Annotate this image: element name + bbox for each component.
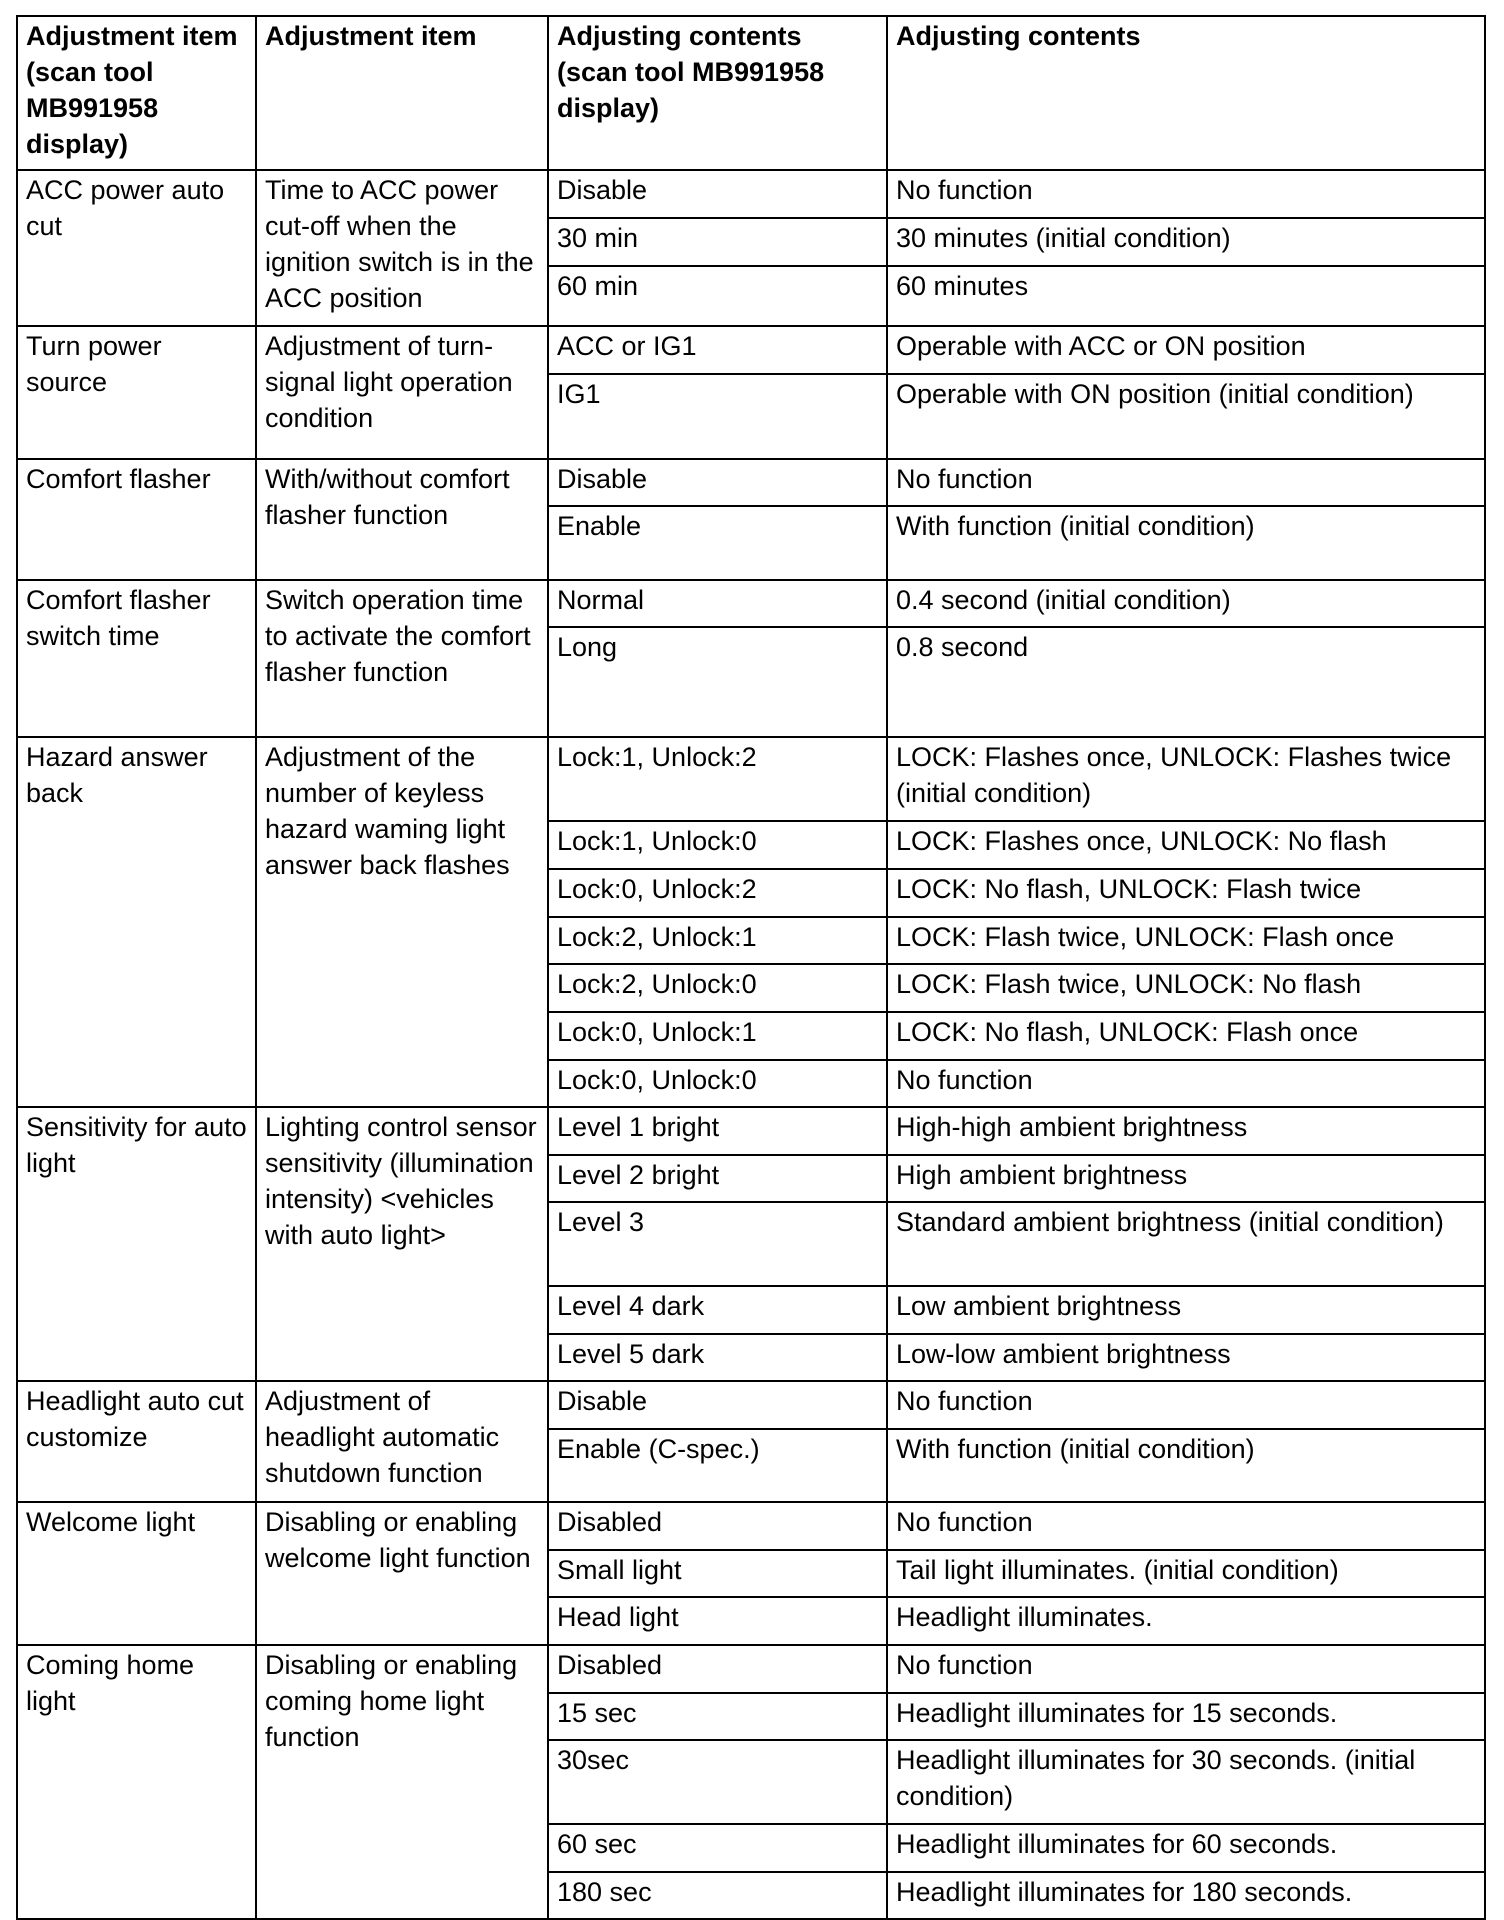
option-meaning: High ambient brightness	[887, 1155, 1485, 1202]
option-value: Level 3	[548, 1202, 887, 1286]
adjustment-item: Time to ACC power cut-off when the ignition switch is in the ACC position	[256, 170, 548, 326]
option-meaning: Tail light illuminates. (initial condition)	[887, 1550, 1485, 1597]
table-row	[17, 1502, 1485, 1550]
option-meaning: No function	[887, 459, 1485, 506]
adjustment-item-scan: Turn power source	[17, 326, 256, 459]
adjustment-item: With/without comfort flasher function	[256, 459, 548, 580]
adjustment-item-scan: Welcome light	[17, 1502, 256, 1645]
option-value: Disabled	[548, 1645, 887, 1693]
adjustment-item: Disabling or enabling welcome light function	[256, 1502, 548, 1645]
option-value: 60 sec	[548, 1824, 887, 1872]
table-row	[17, 170, 1485, 218]
option-value: IG1	[548, 374, 887, 459]
option-value: Level 5 dark	[548, 1334, 887, 1381]
option-meaning: 0.8 second	[887, 627, 1485, 737]
option-value: Enable (C-spec.)	[548, 1429, 887, 1502]
option-value: Disable	[548, 170, 887, 218]
option-value: Long	[548, 627, 887, 737]
option-meaning: No function	[887, 1381, 1485, 1429]
adjustment-item: Adjustment of turn-signal light operation condition	[256, 326, 548, 459]
option-meaning: Low-low ambient brightness	[887, 1334, 1485, 1381]
option-meaning: Low ambient brightness	[887, 1286, 1485, 1334]
adjustment-item-scan: Headlight auto cut customize	[17, 1381, 256, 1502]
option-value: Lock:0, Unlock:1	[548, 1012, 887, 1060]
header-contents-scan: Adjusting contents (scan tool MB991958 display)	[548, 16, 887, 170]
option-value: Lock:0, Unlock:0	[548, 1060, 887, 1107]
option-value: Disable	[548, 1381, 887, 1429]
adjustment-item: Switch operation time to activate the comfort flasher function	[256, 580, 548, 737]
adjustment-item: Adjustment of the number of keyless hazard waming light answer back flashes	[256, 737, 548, 1107]
option-meaning: 30 minutes (initial condition)	[887, 218, 1485, 266]
adjustment-item-scan: Comfort flasher switch time	[17, 580, 256, 737]
adjustment-item: Lighting control sensor sensitivity (illumination intensity) <vehicles with auto light>	[256, 1107, 548, 1381]
option-meaning: Standard ambient brightness (initial condition)	[887, 1202, 1485, 1286]
option-value: Disable	[548, 459, 887, 506]
option-value: 30sec	[548, 1740, 887, 1824]
option-meaning: Operable with ACC or ON position	[887, 326, 1485, 374]
option-meaning: LOCK: Flashes once, UNLOCK: Flashes twice (initial condition)	[887, 737, 1485, 821]
option-meaning: LOCK: Flash twice, UNLOCK: No flash	[887, 964, 1485, 1012]
adjustment-item: Disabling or enabling coming home light function	[256, 1645, 548, 1919]
option-meaning: No function	[887, 1502, 1485, 1550]
option-meaning: With function (initial condition)	[887, 506, 1485, 580]
adjustment-item-scan: Coming home light	[17, 1645, 256, 1919]
option-meaning: No function	[887, 170, 1485, 218]
option-value: Lock:1, Unlock:2	[548, 737, 887, 821]
option-value: Level 4 dark	[548, 1286, 887, 1334]
option-meaning: Headlight illuminates.	[887, 1597, 1485, 1645]
option-value: 15 sec	[548, 1693, 887, 1740]
option-value: Disabled	[548, 1502, 887, 1550]
option-value: 60 min	[548, 266, 887, 326]
option-meaning: LOCK: Flash twice, UNLOCK: Flash once	[887, 917, 1485, 964]
adjustment-item-scan: ACC power auto cut	[17, 170, 256, 326]
adjustment-table	[16, 15, 1486, 1920]
option-meaning: Headlight illuminates for 180 seconds.	[887, 1872, 1485, 1919]
option-value: Normal	[548, 580, 887, 627]
option-value: Enable	[548, 506, 887, 580]
option-meaning: Headlight illuminates for 30 seconds. (initial condition)	[887, 1740, 1485, 1824]
table-row	[17, 1381, 1485, 1429]
option-meaning: No function	[887, 1060, 1485, 1107]
option-value: Level 2 bright	[548, 1155, 887, 1202]
header-item: Adjustment item	[256, 16, 548, 170]
table-row	[17, 1645, 1485, 1693]
option-meaning: 60 minutes	[887, 266, 1485, 326]
option-value: Lock:2, Unlock:0	[548, 964, 887, 1012]
option-value: ACC or IG1	[548, 326, 887, 374]
option-value: Head light	[548, 1597, 887, 1645]
option-meaning: LOCK: Flashes once, UNLOCK: No flash	[887, 821, 1485, 869]
option-meaning: Operable with ON position (initial condition)	[887, 374, 1485, 459]
option-meaning: LOCK: No flash, UNLOCK: Flash once	[887, 1012, 1485, 1060]
option-meaning: High-high ambient brightness	[887, 1107, 1485, 1155]
adjustment-item-scan: Comfort flasher	[17, 459, 256, 580]
adjustment-item-scan: Sensitivity for auto light	[17, 1107, 256, 1381]
table-row	[17, 459, 1485, 506]
option-meaning: 0.4 second (initial condition)	[887, 580, 1485, 627]
table-row	[17, 326, 1485, 374]
table-row	[17, 737, 1485, 821]
option-meaning: No function	[887, 1645, 1485, 1693]
option-meaning: With function (initial condition)	[887, 1429, 1485, 1502]
option-value: Level 1 bright	[548, 1107, 887, 1155]
adjustment-item-scan: Hazard answer back	[17, 737, 256, 1107]
option-meaning: LOCK: No flash, UNLOCK: Flash twice	[887, 869, 1485, 917]
option-value: 30 min	[548, 218, 887, 266]
header-contents: Adjusting contents	[887, 16, 1485, 170]
option-value: Lock:1, Unlock:0	[548, 821, 887, 869]
option-meaning: Headlight illuminates for 15 seconds.	[887, 1693, 1485, 1740]
option-value: Small light	[548, 1550, 887, 1597]
table-row	[17, 580, 1485, 627]
adjustment-item: Adjustment of headlight automatic shutdown function	[256, 1381, 548, 1502]
header-row	[17, 16, 1485, 170]
header-item-scan: Adjustment item (scan tool MB991958 display)	[17, 16, 256, 170]
option-meaning: Headlight illuminates for 60 seconds.	[887, 1824, 1485, 1872]
option-value: 180 sec	[548, 1872, 887, 1919]
option-value: Lock:0, Unlock:2	[548, 869, 887, 917]
option-value: Lock:2, Unlock:1	[548, 917, 887, 964]
table-row	[17, 1107, 1485, 1155]
